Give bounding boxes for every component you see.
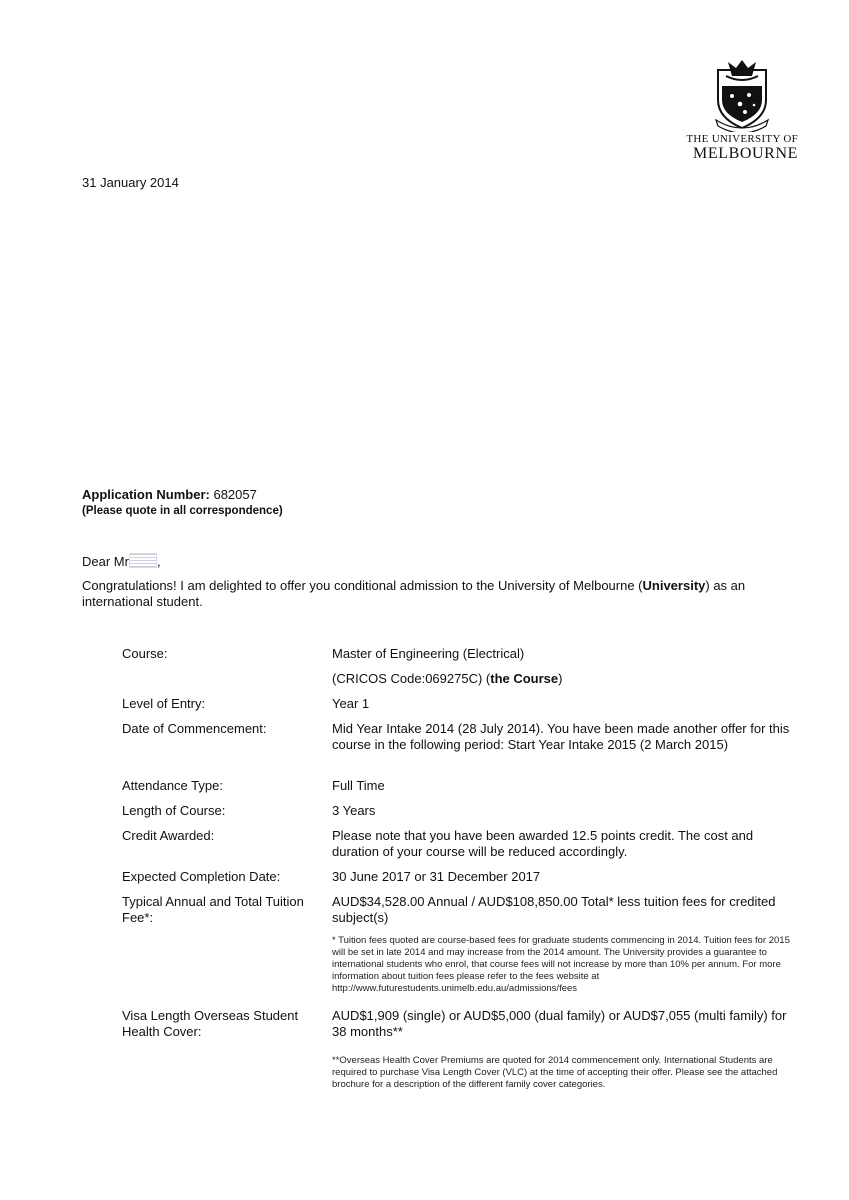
credit-value: Please note that you have been awarded 12.5 points credit. The cost and duration of your course will be reduced accordingly. xyxy=(332,828,754,859)
credit-label: Credit Awarded: xyxy=(122,828,215,843)
attendance-value: Full Time xyxy=(332,778,385,793)
intro-text-before: Congratulations! I am delighted to offer you conditional admission to the University of Melbourne ( xyxy=(82,578,643,593)
salutation-suffix: , xyxy=(156,554,161,569)
tuition-value: AUD$34,528.00 Annual / AUD$108,850.00 Total* less tuition fees for credited subject(s) xyxy=(332,894,776,925)
health-cover-footnote: **Overseas Health Cover Premiums are quoted for 2014 commencement only. International Students are required to purchase Visa Length Cover (VLC) at the time of accepting their offer. Please see the attached brochure for a description of the different family cover categories. xyxy=(332,1055,778,1090)
level-of-entry-label: Level of Entry: xyxy=(122,696,206,711)
application-number-value: 682057 xyxy=(213,487,257,502)
length-label: Length of Course: xyxy=(122,803,226,818)
cricos-prefix: (CRICOS Code:069275C) ( xyxy=(332,671,491,686)
tuition-label: Typical Annual and Total Tuition Fee*: xyxy=(122,894,304,925)
intro-bold-university: University xyxy=(642,578,706,593)
completion-label: Expected Completion Date: xyxy=(122,869,281,884)
redacted-name xyxy=(129,553,157,568)
application-number-label: Application Number: xyxy=(82,487,210,502)
length-value: 3 Years xyxy=(332,803,376,818)
commencement-label: Date of Commencement: xyxy=(122,721,267,736)
commencement-value: Mid Year Intake 2014 (28 July 2014). You have been made another offer for this course in the following period: Start Year Intake 2015 (2 March 2015) xyxy=(332,721,790,752)
university-name-text: MELBOURNE xyxy=(693,145,798,162)
cricos-bold: the Course xyxy=(490,671,559,686)
salutation xyxy=(82,553,161,569)
tuition-footnote: * Tuition fees quoted are course-based fees for graduate students commencing in 2014. Tuition fees for 2015 will be set in late 2014 and may increase from the 2014 amount. The University provides a guarantee to international students who enrol, that course fees will not increase by more than 10% per annum. For more information about tuition fees please refer to the fees website at http://www.futurestudents.unimelb.edu.au/admissions/fees xyxy=(332,935,790,994)
completion-value: 30 June 2017 or 31 December 2017 xyxy=(332,869,541,884)
course-value: Master of Engineering (Electrical) xyxy=(332,646,525,661)
course-label: Course: xyxy=(122,646,168,661)
health-cover-label: Visa Length Overseas Student Health Cover: xyxy=(122,1008,299,1039)
application-number xyxy=(82,487,257,502)
health-cover-value: AUD$1,909 (single) or AUD$5,000 (dual family) or AUD$7,055 (multi family) for 38 months** xyxy=(332,1008,787,1039)
attendance-label: Attendance Type: xyxy=(122,778,223,793)
letter-date: 31 January 2014 xyxy=(82,175,179,190)
intro-paragraph xyxy=(82,578,802,610)
cricos-suffix: ) xyxy=(558,671,563,686)
level-of-entry-value: Year 1 xyxy=(332,696,370,711)
university-logo xyxy=(686,56,798,168)
application-quote-note: (Please quote in all correspondence) xyxy=(82,505,283,517)
intro-text-after: ) as an international student. xyxy=(82,578,746,609)
university-of-text: THE UNIVERSITY OF xyxy=(686,133,798,145)
university-crest-icon xyxy=(712,56,772,132)
salutation-prefix: Dear Mr xyxy=(82,554,129,569)
cricos-value xyxy=(332,671,802,687)
